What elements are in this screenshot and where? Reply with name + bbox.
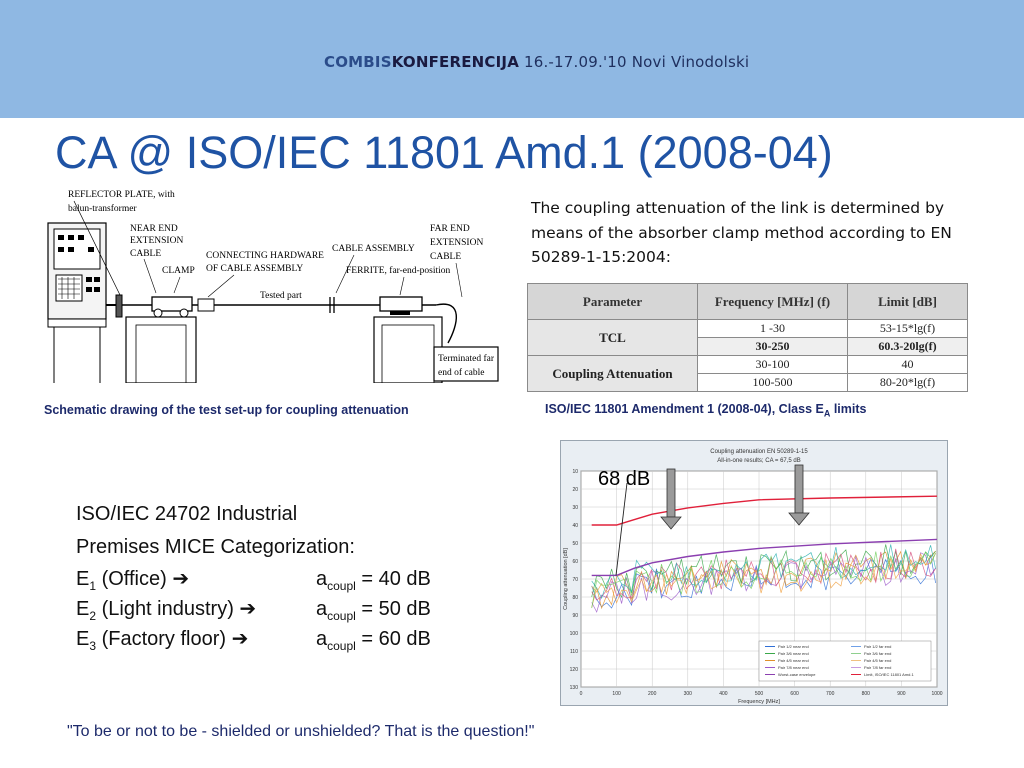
legend-label: Pair 7/8 near end <box>778 665 809 670</box>
label-tested: Tested part <box>260 291 302 301</box>
table-caption-sub: A <box>823 408 831 419</box>
mice-value: = 40 dB <box>355 568 431 590</box>
y-tick-label: 130 <box>569 685 578 691</box>
mice-item-1 <box>76 564 431 594</box>
mice-item-3 <box>76 624 431 654</box>
y-tick-label: 60 <box>572 559 578 565</box>
y-tick-label: 110 <box>570 649 578 655</box>
mice-n: 2 <box>89 609 97 623</box>
limits-table <box>527 283 968 392</box>
mice-e: E <box>76 568 90 590</box>
mice-a: a <box>316 598 328 620</box>
y-tick-label: 120 <box>569 667 578 673</box>
param-tcl: TCL <box>528 320 698 356</box>
conference-label <box>324 53 749 71</box>
x-tick-label: 100 <box>612 691 621 697</box>
legend-label: Pair 1/2 near end <box>778 644 809 649</box>
table-caption-post: limits <box>830 402 867 416</box>
label-clamp: CLAMP <box>162 266 195 276</box>
x-tick-label: 600 <box>790 691 799 697</box>
table-caption <box>545 402 866 419</box>
mice-heading-1: ISO/IEC 24702 Industrial <box>76 503 298 525</box>
legend-label: Pair 4/5 far end <box>864 658 892 663</box>
mice-sub: coupl <box>327 579 356 593</box>
label-far1: FAR END <box>430 224 470 234</box>
mice-a: a <box>316 568 328 590</box>
mice-sub: coupl <box>327 609 356 623</box>
x-tick-label: 900 <box>897 691 906 697</box>
cell-limit: 53-15*lg(f) <box>848 320 968 338</box>
schematic-caption: Schematic drawing of the test set-up for coupling attenuation <box>44 403 409 417</box>
legend-label: Limit, ISO/IEC 11801 Amd.1 <box>864 672 914 677</box>
arrow-right-icon: ➔ <box>239 598 257 620</box>
table-row <box>528 356 968 374</box>
x-tick-label: 500 <box>754 691 764 697</box>
cell-limit: 80-20*lg(f) <box>848 374 968 392</box>
conference-brand-light: COMBIS <box>324 53 392 71</box>
x-axis-label: Frequency [MHz] <box>738 699 780 705</box>
cell-limit: 40 <box>848 356 968 374</box>
cell-freq: 30-100 <box>698 356 848 374</box>
table-header-row <box>528 284 968 320</box>
mice-a: a <box>316 628 328 650</box>
label-far3: CABLE <box>430 252 462 262</box>
header-parameter: Parameter <box>528 284 698 320</box>
mice-label: (Factory floor) <box>96 628 232 650</box>
label-conn2: OF CABLE ASSEMBLY <box>206 264 304 274</box>
mice-value: = 50 dB <box>355 598 431 620</box>
legend-label: Pair 3/6 far end <box>864 651 892 656</box>
arrow-right-icon: ➔ <box>172 568 190 590</box>
marker-arrow-shaft <box>795 465 803 513</box>
header-frequency: Frequency [MHz] (f) <box>698 284 848 320</box>
y-tick-label: 50 <box>572 541 578 547</box>
header-limit: Limit [dB] <box>848 284 968 320</box>
conference-dates: 16.-17.09.'10 <box>523 53 627 71</box>
label-far2: EXTENSION <box>430 238 484 248</box>
y-tick-label: 90 <box>572 613 578 619</box>
x-tick-label: 1000 <box>931 691 943 697</box>
legend-label: Pair 1/2 far end <box>864 644 892 649</box>
cell-freq: 1 -30 <box>698 320 848 338</box>
x-tick-label: 300 <box>683 691 692 697</box>
y-tick-label: 100 <box>569 631 578 637</box>
legend-label: Worst-case envelope <box>778 672 816 677</box>
mice-label: (Office) <box>96 568 173 590</box>
label-reflector: REFLECTOR PLATE, with <box>68 190 175 200</box>
mice-section <box>76 498 431 654</box>
label-term2: end of cable <box>438 368 485 378</box>
description-text: The coupling attenuation of the link is determined by means of the absorber clamp method according to EN 50289-1-15:2004: <box>531 199 952 266</box>
label-near2: EXTENSION <box>130 236 184 246</box>
legend-label: Pair 7/8 far end <box>864 665 892 670</box>
mice-e: E <box>76 598 90 620</box>
conference-place: Novi Vinodolski <box>631 53 750 71</box>
label-balun: balun-transformer <box>68 204 137 214</box>
x-tick-label: 700 <box>826 691 835 697</box>
y-axis-label: Coupling attenuation [dB] <box>563 548 569 610</box>
mice-n: 3 <box>89 639 97 653</box>
table-caption-pre: ISO/IEC 11801 Amendment 1 (2008-04), Class E <box>545 402 824 416</box>
chart-subtitle: All-in-one results; CA = 67,5 dB <box>717 458 801 464</box>
y-tick-label: 10 <box>572 469 578 475</box>
mice-n: 1 <box>89 579 97 593</box>
y-tick-label: 30 <box>572 505 578 511</box>
mice-sub: coupl <box>327 639 356 653</box>
conference-brand-bold: KONFERENCIJA <box>391 53 519 71</box>
x-tick-label: 800 <box>861 691 870 697</box>
label-term1: Terminated far <box>438 354 495 364</box>
cell-limit: 60.3-20lg(f) <box>848 338 968 356</box>
label-conn1: CONNECTING HARDWARE <box>206 251 324 261</box>
table-row <box>528 320 968 338</box>
slide-title: CA @ ISO/IEC 11801 Amd.1 (2008-04) <box>55 127 833 178</box>
mice-heading-2: Premises MICE Categorization: <box>76 536 355 558</box>
label-near1: NEAR END <box>130 224 178 234</box>
mice-label: (Light industry) <box>96 598 240 620</box>
mice-value: = 60 dB <box>355 628 431 650</box>
cell-freq: 100-500 <box>698 374 848 392</box>
closing-quote: "To be or not to be - shielded or unshielded? That is the question!" <box>67 723 535 740</box>
chart-title: Coupling attenuation EN 50289-1-15 <box>710 449 808 455</box>
y-tick-label: 40 <box>572 523 578 529</box>
x-tick-label: 200 <box>648 691 657 697</box>
mice-e: E <box>76 628 90 650</box>
cell-freq: 30-250 <box>698 338 848 356</box>
label-ferrite: FERRITE, far-end-position <box>346 266 451 276</box>
mice-item-2 <box>76 594 431 624</box>
label-cable-assembly: CABLE ASSEMBLY <box>332 244 415 254</box>
y-tick-label: 80 <box>572 595 578 601</box>
legend-label: Pair 4/5 near end <box>778 658 809 663</box>
label-near3: CABLE <box>130 249 162 259</box>
param-coupling-attenuation: Coupling Attenuation <box>528 356 698 392</box>
legend-label: Pair 3/6 near end <box>778 651 809 656</box>
header-banner <box>0 0 1024 118</box>
x-tick-label: 400 <box>719 691 728 697</box>
marker-arrow-shaft <box>667 469 675 517</box>
test-setup-schematic <box>44 187 502 383</box>
y-tick-label: 20 <box>572 487 578 493</box>
x-tick-label: 0 <box>579 691 583 697</box>
y-tick-label: 70 <box>572 577 578 583</box>
chart-annotation-68db: 68 dB <box>598 468 651 490</box>
arrow-right-icon: ➔ <box>231 628 249 650</box>
